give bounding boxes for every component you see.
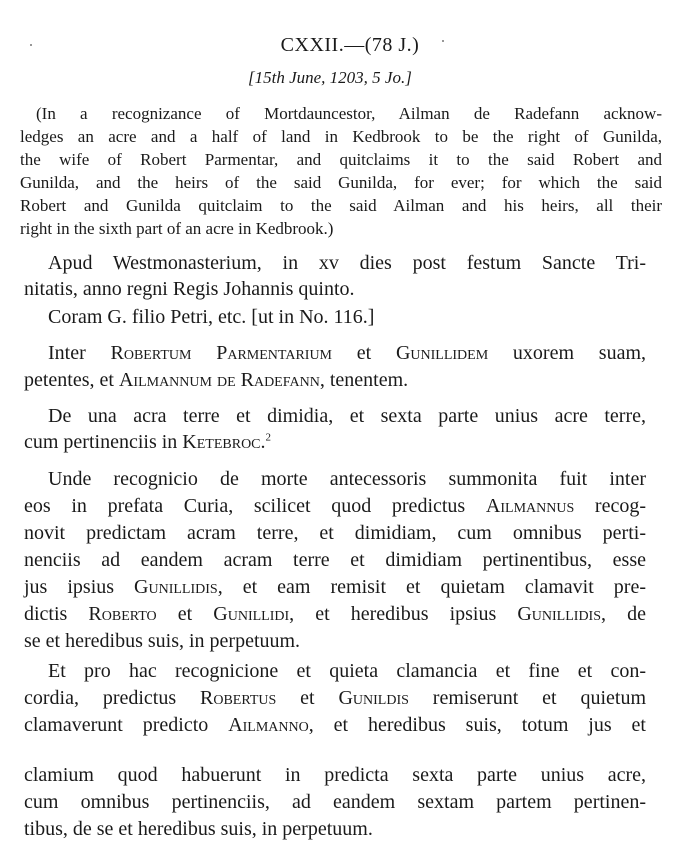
latin-line: [24, 495, 646, 518]
party-name: Robertus: [200, 687, 277, 709]
text-run: uxorem suam,: [488, 342, 646, 364]
entry-date: [15th June, 1203, 5 Jo.]: [248, 68, 412, 87]
summary-line: right in the sixth part of an acre in Kedbrook.): [20, 219, 334, 238]
latin-line: Unde recognicio de morte antecessoris summonita fuit inter: [48, 468, 646, 490]
summary-line: the wife of Robert Parmentar, and quitclaims it to the said Robert and: [20, 150, 662, 169]
text-run: Inter: [48, 342, 111, 364]
text-run: , et heredibus ipsius: [289, 603, 518, 625]
latin-line: [24, 603, 646, 626]
latin-line: [24, 714, 646, 737]
latin-line: cum omnibus pertinenciis, ad eandem sextam partem pertinen-: [24, 791, 646, 813]
text-run: et: [276, 687, 339, 709]
party-name: Ailmannum de Radefann: [118, 369, 320, 391]
text-run: remiserunt et quietum: [408, 687, 647, 709]
latin-line: Et pro hac recognicione et quieta clamancia et fine et con-: [48, 660, 646, 682]
text-run: recog-: [574, 495, 647, 517]
summary-line: (In a recognizance of Mortdauncestor, Ailman de Radefann acknow-: [36, 104, 662, 123]
text-run: , et heredibus suis, totum jus et: [308, 714, 646, 736]
summary-line: ledges an acre and a half of land in Kedbrook to be the right of Gunilda,: [20, 127, 662, 146]
latin-line: [24, 576, 646, 599]
latin-line: clamium quod habuerunt in predicta sexta parte unius acre,: [24, 764, 646, 786]
party-name: Robertum Parmentarium: [110, 342, 333, 364]
latin-line: [48, 342, 646, 365]
text-run: clamaverunt predicto: [24, 714, 229, 736]
text-run: , et eam remisit et quietam clamavit pre-: [217, 576, 646, 598]
latin-line: novit predictam acram terre, et dimidiam, cum omnibus perti-: [24, 522, 646, 544]
latin-line: se et heredibus suis, in perpetuum.: [24, 630, 301, 652]
latin-line: tibus, de se et heredibus suis, in perpetuum.: [24, 818, 373, 840]
party-name: Roberto: [88, 603, 157, 625]
latin-line: [24, 431, 646, 454]
text-run: petentes, et: [24, 369, 119, 391]
party-name: Gunillidis: [517, 603, 602, 625]
text-run: cordia, predictus: [24, 687, 201, 709]
party-name: Ailmannus: [485, 495, 575, 517]
text-run: , de: [601, 603, 646, 625]
party-name: Gunillidis: [134, 576, 218, 598]
text-run: et: [156, 603, 214, 625]
latin-line: nitatis, anno regni Regis Johannis quinto.: [24, 278, 355, 300]
place-name: Ketebroc.: [182, 431, 266, 453]
latin-line: nenciis ad eandem acram terre et dimidiam pertinentibus, esse: [24, 549, 646, 571]
latin-line: [24, 687, 646, 710]
latin-line: Coram G. filio Petri, etc. [ut in No. 116.]: [48, 306, 375, 328]
text-run: eos in prefata Curia, scilicet quod predictus: [24, 495, 486, 517]
text-run: jus ipsius: [24, 576, 135, 598]
entry-heading: CXXII.—(78 J.): [280, 34, 420, 56]
latin-line: [24, 369, 646, 392]
summary-line: Gunilda, and the heirs of the said Gunilda, for ever; for which the said: [20, 173, 662, 192]
latin-line: Apud Westmonasterium, in xv dies post festum Sancte Tri-: [48, 252, 646, 274]
party-name: Gunildis: [338, 687, 409, 709]
text-run: dictis: [24, 603, 89, 625]
party-name: Ailmanno: [228, 714, 309, 736]
party-name: Gunillidem: [395, 342, 489, 364]
text-run: , tenentem.: [319, 369, 409, 391]
text-run: et: [332, 342, 396, 364]
text-run: cum pertinenciis in: [24, 431, 183, 453]
latin-line: De una acra terre et dimidia, et sexta parte unius acre terre,: [48, 405, 646, 427]
footnote-marker: 2: [265, 431, 272, 444]
party-name: Gunillidi: [213, 603, 290, 625]
summary-line: Robert and Gunilda quitclaim to the said Ailman and his heirs, all their: [20, 196, 662, 215]
